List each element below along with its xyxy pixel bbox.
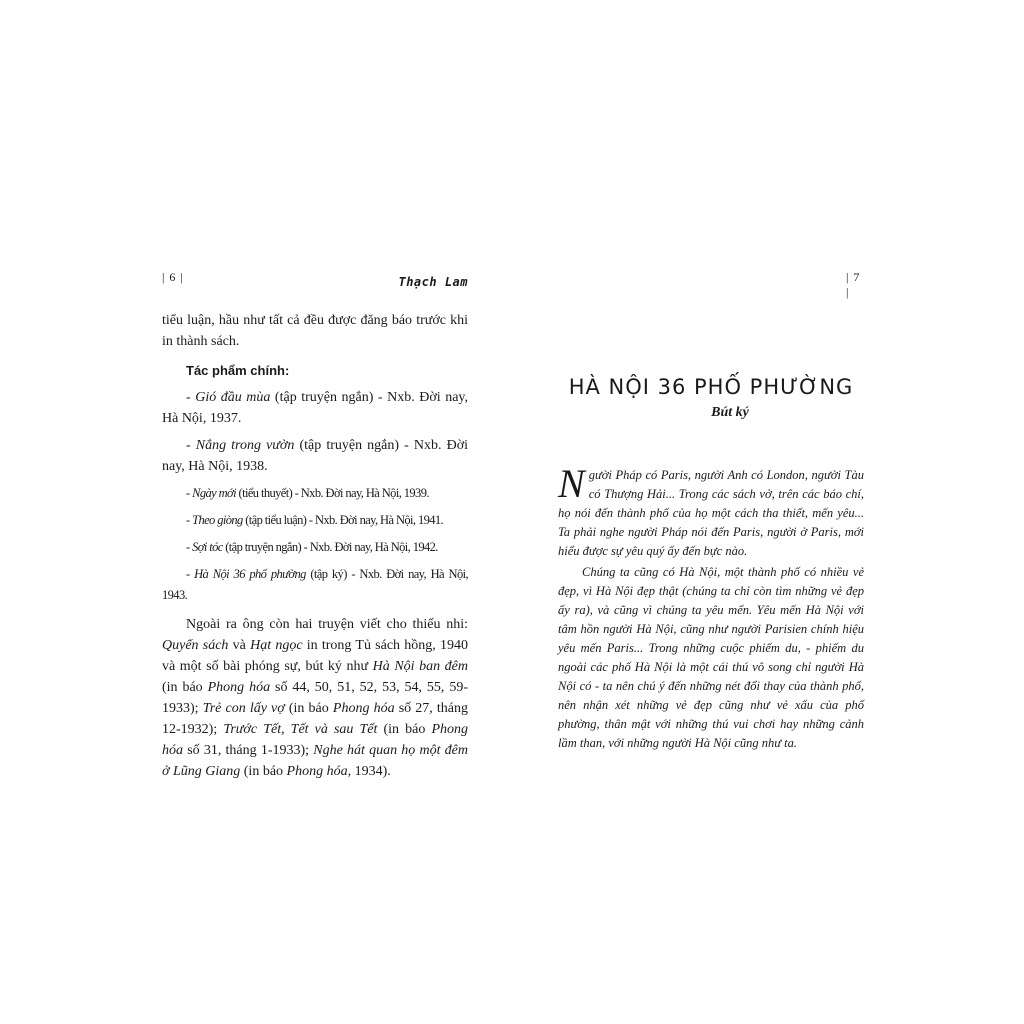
work-item	[162, 510, 468, 531]
work-item-dash: -	[186, 513, 193, 527]
work-details: (tập truyện ngắn) - Nxb. Đời nay, Hà Nội, 1942.	[222, 540, 438, 554]
work-title: Sợi tóc	[192, 540, 223, 554]
paragraph-1	[558, 461, 864, 561]
work-details: (tập ký) - Nxb. Đời nay, Hà Nội, 1943.	[162, 567, 468, 602]
paragraph-2: Chúng ta cũng có Hà Nội, một thành phố có nhiều vẻ đẹp, vì Hà Nội đẹp thật (chúng ta chỉ còn tìm những vẻ đẹp ấy ra), và cũng vì chúng ta yêu mến. Yêu mến Hà Nội với tâm hồn người Hà Nội, cũng như người Parisien chính hiệu yêu mến Paris... Trong những cuộc phiếm du, - phiếm du ngoài các phố Hà Nội là một cái thú vô song chỉ người Hà Nội có - ta nên chú ý đến những nét đổi thay của thành phố, nên nhận xét những vẻ đẹp cũng như vẻ xấu của phố phường, thân mật với những thú vui chơi hay những cảnh lầm than, với những người Hà Nội cũng như ta.	[558, 565, 864, 750]
italic-title: Hà Nội ban đêm	[372, 659, 468, 674]
work-item	[162, 483, 468, 504]
left-body	[162, 310, 468, 782]
work-item-dash: -	[186, 438, 196, 453]
text-run: (in báo	[240, 764, 287, 779]
work-title: Hà Nội 36 phố phường	[194, 567, 306, 581]
italic-title: Phong hóa	[332, 701, 395, 716]
running-head: Thạch Lam	[398, 275, 468, 289]
work-title: Theo giòng	[192, 513, 243, 527]
work-item	[162, 435, 468, 477]
text-run: và	[228, 638, 251, 653]
chapter-subtitle: Bút ký	[711, 405, 749, 420]
work-item	[162, 564, 468, 606]
work-item-dash: -	[186, 390, 196, 405]
italic-title: Nghe hát quan họ một đêm ở Lũng Giang	[162, 743, 469, 779]
text-run: số 44, 50, 51, 52, 53, 54, 55, 59-1933);	[162, 680, 468, 716]
italic-title: Phong hóa	[207, 680, 271, 695]
work-item-dash: -	[186, 540, 193, 554]
text-run: Ngoài ra ông còn hai truyện viết cho thiếu nhi:	[186, 617, 468, 632]
work-title: Nắng trong vườn	[195, 438, 295, 453]
italic-title: Hạt ngọc	[250, 638, 303, 653]
italic-title: Trẻ con lấy vợ	[202, 701, 285, 716]
text-run: , 1934).	[347, 764, 391, 779]
right-body	[558, 461, 864, 753]
work-details: (tiểu thuyết) - Nxb. Đời nay, Hà Nội, 1939.	[235, 486, 429, 500]
italic-title: Quyển sách	[162, 638, 229, 653]
chapter-title: HÀ NỘI 36 PHỐ PHƯỜNG	[568, 375, 854, 399]
intro-paragraph: tiểu luận, hầu như tất cả đều được đăng báo trước khi in thành sách.	[162, 313, 468, 349]
italic-title: Phong hóa	[286, 764, 348, 779]
work-item	[162, 537, 468, 558]
text-run: (in báo	[377, 722, 432, 737]
text-run: số 27, tháng 12-1932);	[162, 701, 469, 737]
italic-title: Trước Tết, Tết và sau Tết	[223, 722, 378, 737]
work-details: (tập truyện ngắn) - Nxb. Đời nay, Hà Nội, 1938.	[162, 438, 468, 474]
work-title: Ngày mới	[192, 486, 236, 500]
section-heading: Tác phẩm chính:	[186, 363, 290, 378]
page-number: | 7 |	[846, 270, 861, 299]
text-run: (in báo	[162, 680, 208, 695]
work-item-dash: -	[186, 486, 193, 500]
drop-cap: N	[558, 461, 585, 506]
closing-paragraph	[162, 614, 468, 782]
text-run: số 31, tháng 1-1933);	[183, 743, 314, 758]
text-run: in trong Tủ sách hồng, 1940 và một số bài phóng sự, bút ký như	[162, 638, 469, 674]
work-title: Gió đầu mùa	[195, 390, 271, 405]
work-item	[162, 387, 468, 429]
text-run: (in báo	[284, 701, 333, 716]
works-list	[162, 387, 468, 606]
paragraph-1-text: gười Pháp có Paris, người Anh có London, người Tàu có Thượng Hải... Trong các sách vở, trên các báo chí, họ nói đến thành phố của họ một cách tha thiết, mến yêu... Ta phải nghe người Pháp nói đến Paris, người ở Paris, mới hiểu được sự yêu quý ấy đến bực nào.	[558, 468, 864, 558]
italic-title: Phong hóa	[162, 722, 468, 758]
work-item-dash: -	[186, 567, 195, 581]
work-details: (tập truyện ngắn) - Nxb. Đời nay, Hà Nội, 1937.	[162, 390, 468, 426]
page-number: | 6 |	[162, 270, 184, 284]
work-details: (tập tiểu luận) - Nxb. Đời nay, Hà Nội, 1941.	[242, 513, 444, 527]
